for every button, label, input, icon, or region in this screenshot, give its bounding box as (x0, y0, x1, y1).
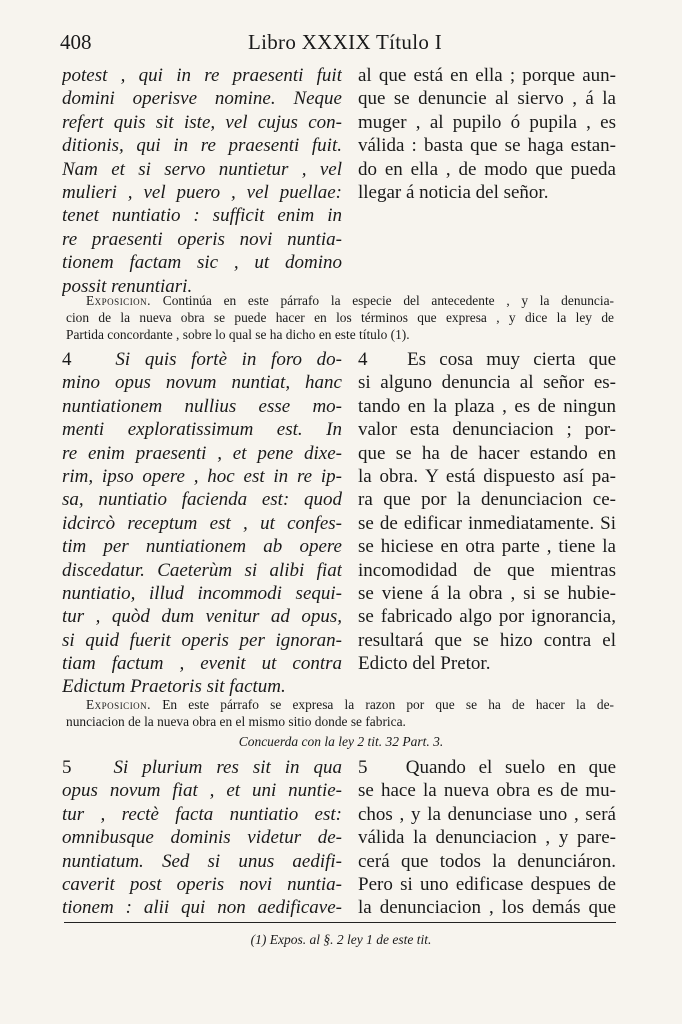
latin-column-section-1 (62, 64, 342, 298)
latin-line: caverit post operis novi nuntia- (62, 873, 342, 895)
latin-line (62, 756, 342, 779)
spanish-line: ra que por la denunciacion ce- (358, 489, 616, 511)
spanish-column-section-1 (358, 64, 616, 204)
spanish-text: Es cosa muy cierta que (407, 349, 616, 370)
latin-line: domini operisve nomine. Neque (62, 88, 342, 110)
latin-line: nuntiatio, illud incommodi sequi- (62, 582, 342, 604)
latin-column-section-5 (62, 756, 342, 920)
paragraph-number: 5 (358, 757, 368, 778)
spanish-line (358, 756, 616, 779)
latin-line: mulieri , vel puero , vel puellae: (62, 181, 342, 203)
footnote-divider (64, 922, 616, 923)
spanish-line: Edicto del Pretor. (358, 653, 491, 675)
latin-line: tim per nuntiationem ab opere (62, 536, 342, 558)
paragraph-number: 5 (62, 757, 72, 778)
latin-line: re enim praesenti , et pene dixe- (62, 442, 342, 464)
latin-line: tur , rectè facta nuntiatio est: (62, 803, 342, 825)
spanish-line: se viene á la obra , si se hubie- (358, 582, 616, 604)
latin-line: rim, ipso opere , hoc est in re ip- (62, 465, 342, 487)
spanish-line: Pero si uno edificase despues de (358, 873, 616, 895)
latin-line: tionem factam sic , ut domino (62, 252, 342, 274)
spanish-column-section-4 (358, 348, 616, 675)
spanish-text: Quando el suelo en que (405, 757, 616, 778)
spanish-line: incomodidad de que mientras (358, 559, 616, 581)
spanish-line: chos , y la denunciase uno , será (358, 803, 616, 825)
latin-line: menti exploratissimum est. In (62, 419, 342, 441)
spanish-line: al que está en ella ; porque aun- (358, 65, 616, 86)
spanish-line: la obra. Y está dispuesto así pa- (358, 465, 616, 487)
latin-line: omnibusque dominis videtur de- (62, 827, 342, 849)
spanish-line (358, 348, 616, 371)
latin-line: possit renuntiari. (62, 275, 193, 297)
latin-line: refert quis sit iste, vel cujus con- (62, 111, 342, 133)
spanish-line: se fabricado algo por ignorancia, (358, 606, 616, 628)
spanish-line: cerá que todos la denunciáron. (358, 850, 616, 872)
exposicion-label: Exposicion. (86, 293, 152, 308)
spanish-line: si alguno denuncia al señor es- (358, 372, 616, 394)
footnote: (1) Expos. al §. 2 ley 1 de este tit. (250, 932, 432, 947)
paragraph-number: 4 (62, 349, 72, 370)
latin-line (62, 348, 342, 371)
latin-line: re praesenti operis novi nuntia- (62, 228, 342, 250)
exposicion-text: En este párrafo se expresa la razon por que se ha de hacer la de- (162, 697, 614, 712)
spanish-line: que se ha de hacer estando en (358, 442, 616, 464)
paragraph-number: 4 (358, 349, 368, 370)
page-number: 408 (60, 30, 92, 54)
exposicion-line (86, 292, 614, 309)
latin-line: nuntiatum. Sed si unus aedifi- (62, 850, 342, 872)
exposicion-line: Partida concordante , sobre lo qual se ha dicho en este título (1). (66, 327, 410, 342)
latin-text: Si plurium res sit in qua (113, 757, 342, 778)
latin-line: tur , quòd dum venitur ad opus, (62, 606, 342, 628)
exposicion-line (86, 696, 614, 713)
latin-text: Si quis fortè in foro do- (115, 349, 342, 370)
spanish-line: do en ella , de modo que pueda (358, 158, 616, 180)
latin-line: Nam et si servo nuntietur , vel (62, 158, 342, 180)
spanish-line: se hiciese en otra parte , tiene la (358, 536, 616, 558)
spanish-line: llegar á noticia del señor. (358, 181, 549, 203)
latin-line: tenet nuntiatio : sufficit enim in (62, 205, 342, 227)
spanish-line: se hace la nueva obra es de mu- (358, 780, 616, 802)
spanish-line: se de edificar inmediatamente. Si (358, 512, 616, 534)
concordance-note: Concuerda con la ley 2 tit. 32 Part. 3. (238, 734, 444, 749)
latin-line: discedatur. Caeterùm si alibi fiat (62, 559, 342, 581)
spanish-line: valor esta denunciacion ; por- (358, 419, 616, 441)
latin-line: sa, nuntiatio facienda est: quod (62, 489, 342, 511)
exposicion-section-4 (66, 696, 614, 730)
running-title: Libro XXXIX Título I (247, 30, 442, 54)
latin-column-section-4 (62, 348, 342, 699)
spanish-line: válida la denunciacion , y pare- (358, 827, 616, 849)
latin-line: idcircò receptum est , ut confes- (62, 512, 342, 534)
exposicion-label: Exposicion. (86, 697, 152, 712)
exposicion-text: Continúa en este párrafo la especie del antecedente , y la denuncia- (162, 293, 614, 308)
latin-line: nuntiationem nullius esse mo- (62, 395, 342, 417)
latin-line: mino opus novum nuntiat, hanc (62, 372, 342, 394)
spanish-line: válida : basta que se haga estan- (358, 135, 616, 157)
spanish-line: muger , al pupilo ó pupila , es (358, 111, 616, 133)
page-header (60, 30, 630, 64)
latin-line: Edictum Praetoris sit factum. (62, 676, 286, 698)
spanish-line: que se denuncie al siervo , á la (358, 88, 616, 110)
exposicion-line: cion de la nueva obra se puede hacer en los términos que expresa , y dice la ley de (66, 310, 614, 325)
latin-line: opus novum fiat , et uni nuntie- (62, 780, 342, 802)
exposicion-section-1 (66, 292, 614, 343)
latin-line: ditionis, qui in re praesenti fuit. (62, 135, 342, 157)
spanish-line: la denunciacion , los demás que (358, 897, 616, 919)
latin-line: si quid fuerit operis per ignoran- (62, 629, 342, 651)
latin-line: tionem : alii qui non aedificave- (62, 897, 342, 919)
spanish-column-section-5 (358, 756, 616, 920)
latin-line: tiam factum , evenit ut contra (62, 653, 342, 675)
spanish-line: tando en la plaza , es de ningun (358, 395, 616, 417)
spanish-line: resultará que se hizo contra el (358, 629, 616, 651)
exposicion-line: nunciacion de la nueva obra en el mismo sitio donde se fabrica. (66, 714, 406, 729)
latin-line: potest , qui in re praesenti fuit (62, 65, 342, 86)
